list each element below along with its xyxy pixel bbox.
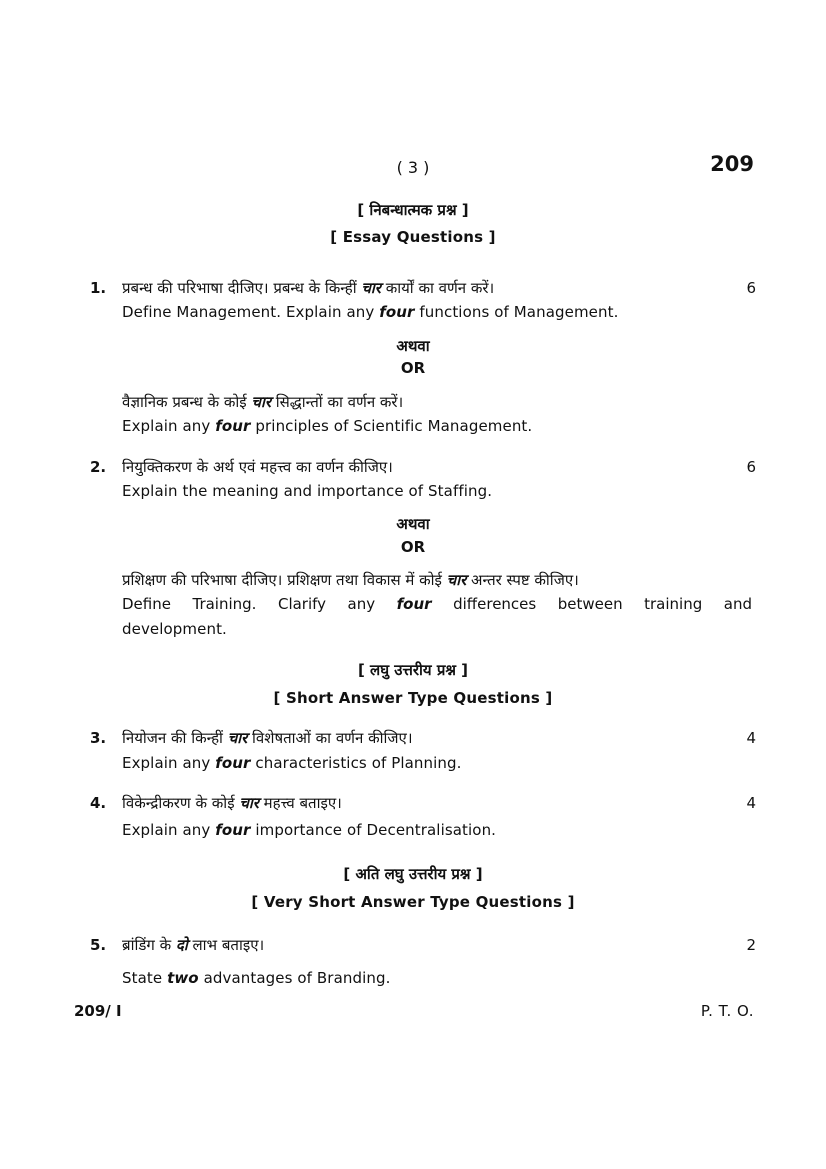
question-2-alt-english: Define Training. Clarify any four differences between training and — [122, 595, 752, 613]
question-3-number: 3. — [90, 729, 107, 747]
question-2-english: Explain the meaning and importance of Staffing. — [122, 482, 493, 500]
question-2-alt-hindi: प्रशिक्षण की परिभाषा दीजिए। प्रशिक्षण तथा विकास में कोई चार अन्तर स्पष्ट कीजिए। — [122, 571, 579, 589]
very-short-heading-english: [ Very Short Answer Type Questions ] — [251, 893, 575, 911]
question-2-hindi: नियुक्तिकरण के अर्थ एवं महत्त्व का वर्णन कीजिए। — [122, 458, 393, 476]
paper-code: 209 — [710, 152, 754, 176]
or-hindi-1: अथवा — [396, 337, 430, 355]
question-5-marks: 2 — [746, 936, 756, 954]
question-1-hindi: प्रबन्ध की परिभाषा दीजिए। प्रबन्ध के किन्हीं चार कार्यों का वर्णन करें। — [122, 279, 495, 297]
question-1-number: 1. — [90, 279, 107, 297]
question-5-number: 5. — [90, 936, 107, 954]
question-1-marks: 6 — [746, 279, 756, 297]
question-1-english: Define Management. Explain any four functions of Management. — [122, 303, 619, 321]
question-4-number: 4. — [90, 794, 107, 812]
question-3-hindi: नियोजन की किन्हीं चार विशेषताओं का वर्णन कीजिए। — [122, 729, 413, 747]
footer-paper-code: 209/ I — [74, 1002, 122, 1020]
footer-pto: P. T. O. — [700, 1002, 754, 1020]
question-2-number: 2. — [90, 458, 107, 476]
question-4-hindi: विकेन्द्रीकरण के कोई चार महत्त्व बताइए। — [122, 794, 342, 812]
very-short-heading-hindi: [ अति लघु उत्तरीय प्रश्न ] — [343, 865, 483, 883]
page-number: ( 3 ) — [396, 158, 430, 177]
question-5-hindi: ब्रांडिंग के दो लाभ बताइए। — [122, 936, 265, 954]
question-2-marks: 6 — [746, 458, 756, 476]
question-4-marks: 4 — [746, 794, 756, 812]
question-1-alt-hindi: वैज्ञानिक प्रबन्ध के कोई चार सिद्धान्तों का वर्णन करें। — [122, 393, 404, 411]
or-english-2: OR — [400, 538, 426, 556]
question-3-english: Explain any four characteristics of Planning. — [122, 754, 462, 772]
essay-heading-english: [ Essay Questions ] — [330, 228, 496, 246]
question-4-english: Explain any four importance of Decentralisation. — [122, 821, 497, 839]
question-5-english: State two advantages of Branding. — [122, 969, 391, 987]
short-heading-english: [ Short Answer Type Questions ] — [273, 689, 553, 707]
question-1-alt-english: Explain any four principles of Scientific Management. — [122, 417, 533, 435]
essay-heading-hindi: [ निबन्धात्मक प्रश्न ] — [357, 201, 469, 219]
short-heading-hindi: [ लघु उत्तरीय प्रश्न ] — [357, 661, 469, 679]
or-english-1: OR — [400, 359, 426, 377]
question-2-alt-english-cont: development. — [122, 620, 227, 638]
question-3-marks: 4 — [746, 729, 756, 747]
or-hindi-2: अथवा — [396, 515, 430, 533]
